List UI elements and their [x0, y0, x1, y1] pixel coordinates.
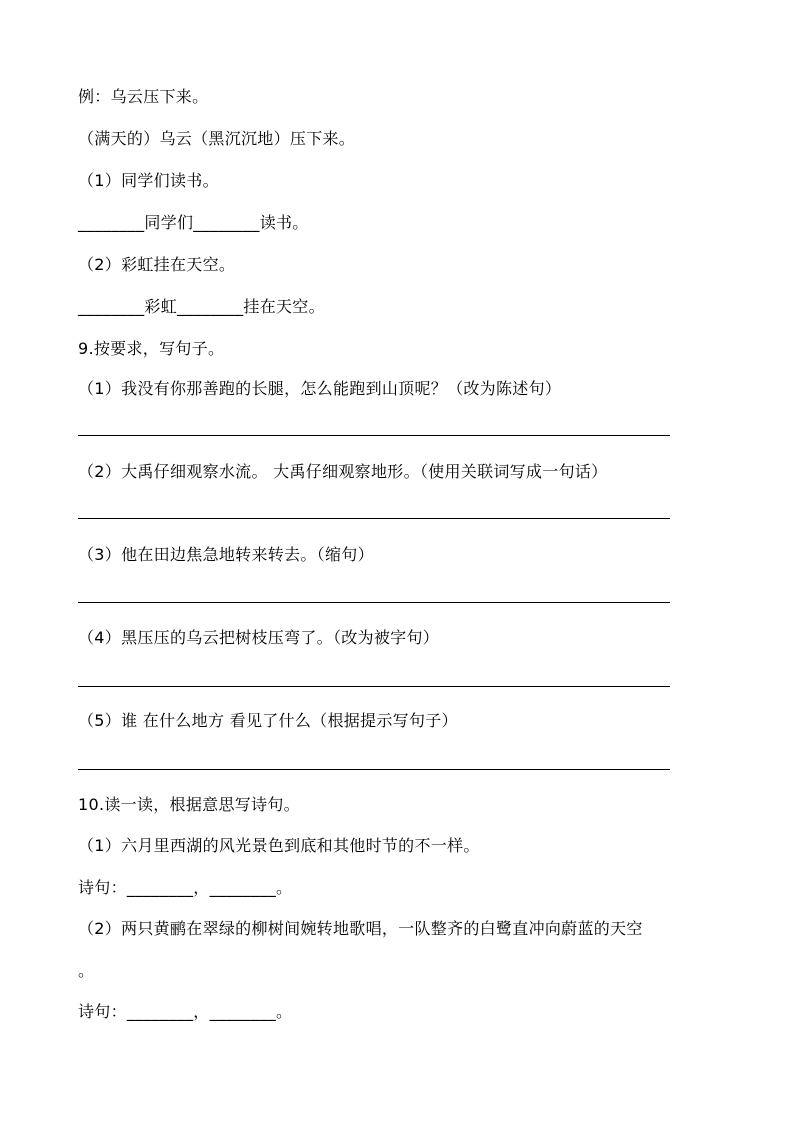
q9-title: 9.按要求，写句子。: [78, 339, 225, 358]
example-original-sentence: 例：乌云压下来。: [78, 87, 209, 106]
q10-item-2-prompt-tail: 。: [78, 961, 95, 980]
q10-item-1-prompt: （1）六月里西湖的风光景色到底和其他时节的不一样。: [78, 836, 480, 855]
q9-item-2-answer-line[interactable]: [78, 518, 670, 519]
q10-item-2-fill-blank[interactable]: 诗句：________，________。: [78, 1002, 293, 1021]
q9-item-5: （5）谁 在什么地方 看见了什么（根据提示写句子）: [78, 711, 458, 730]
q9-item-2: （2）大禹仔细观察水流。 大禹仔细观察地形。（使用关联词写成一句话）: [78, 462, 608, 481]
q9-item-4: （4）黑压压的乌云把树枝压弯了。（改为被字句）: [78, 628, 440, 647]
q9-item-5-answer-line[interactable]: [78, 769, 670, 770]
q10-item-2-prompt: （2）两只黄鹂在翠绿的柳树间婉转地歌唱，一队整齐的白鹭直冲向蔚蓝的天空: [78, 919, 643, 938]
q9-item-4-answer-line[interactable]: [78, 686, 670, 687]
q9-item-1-answer-line[interactable]: [78, 435, 670, 436]
q8-item-1-prompt: （1）同学们读书。: [78, 171, 219, 190]
q8-item-1-fill-blank[interactable]: ________同学们________读书。: [78, 213, 309, 232]
q10-item-1-fill-blank[interactable]: 诗句：________，________。: [78, 878, 293, 897]
q9-item-3: （3）他在田边焦急地转来转去。（缩句）: [78, 545, 374, 564]
q9-item-3-answer-line[interactable]: [78, 602, 670, 603]
q8-item-2-prompt: （2）彩虹挂在天空。: [78, 255, 236, 274]
q9-item-1: （1）我没有你那善跑的长腿，怎么能跑到山顶呢？（改为陈述句）: [78, 379, 562, 398]
q8-item-2-fill-blank[interactable]: ________彩虹________挂在天空。: [78, 297, 325, 316]
example-expanded-sentence: （满天的）乌云（黑沉沉地）压下来。: [78, 129, 356, 148]
q10-title: 10.读一读，根据意思写诗句。: [78, 795, 300, 814]
